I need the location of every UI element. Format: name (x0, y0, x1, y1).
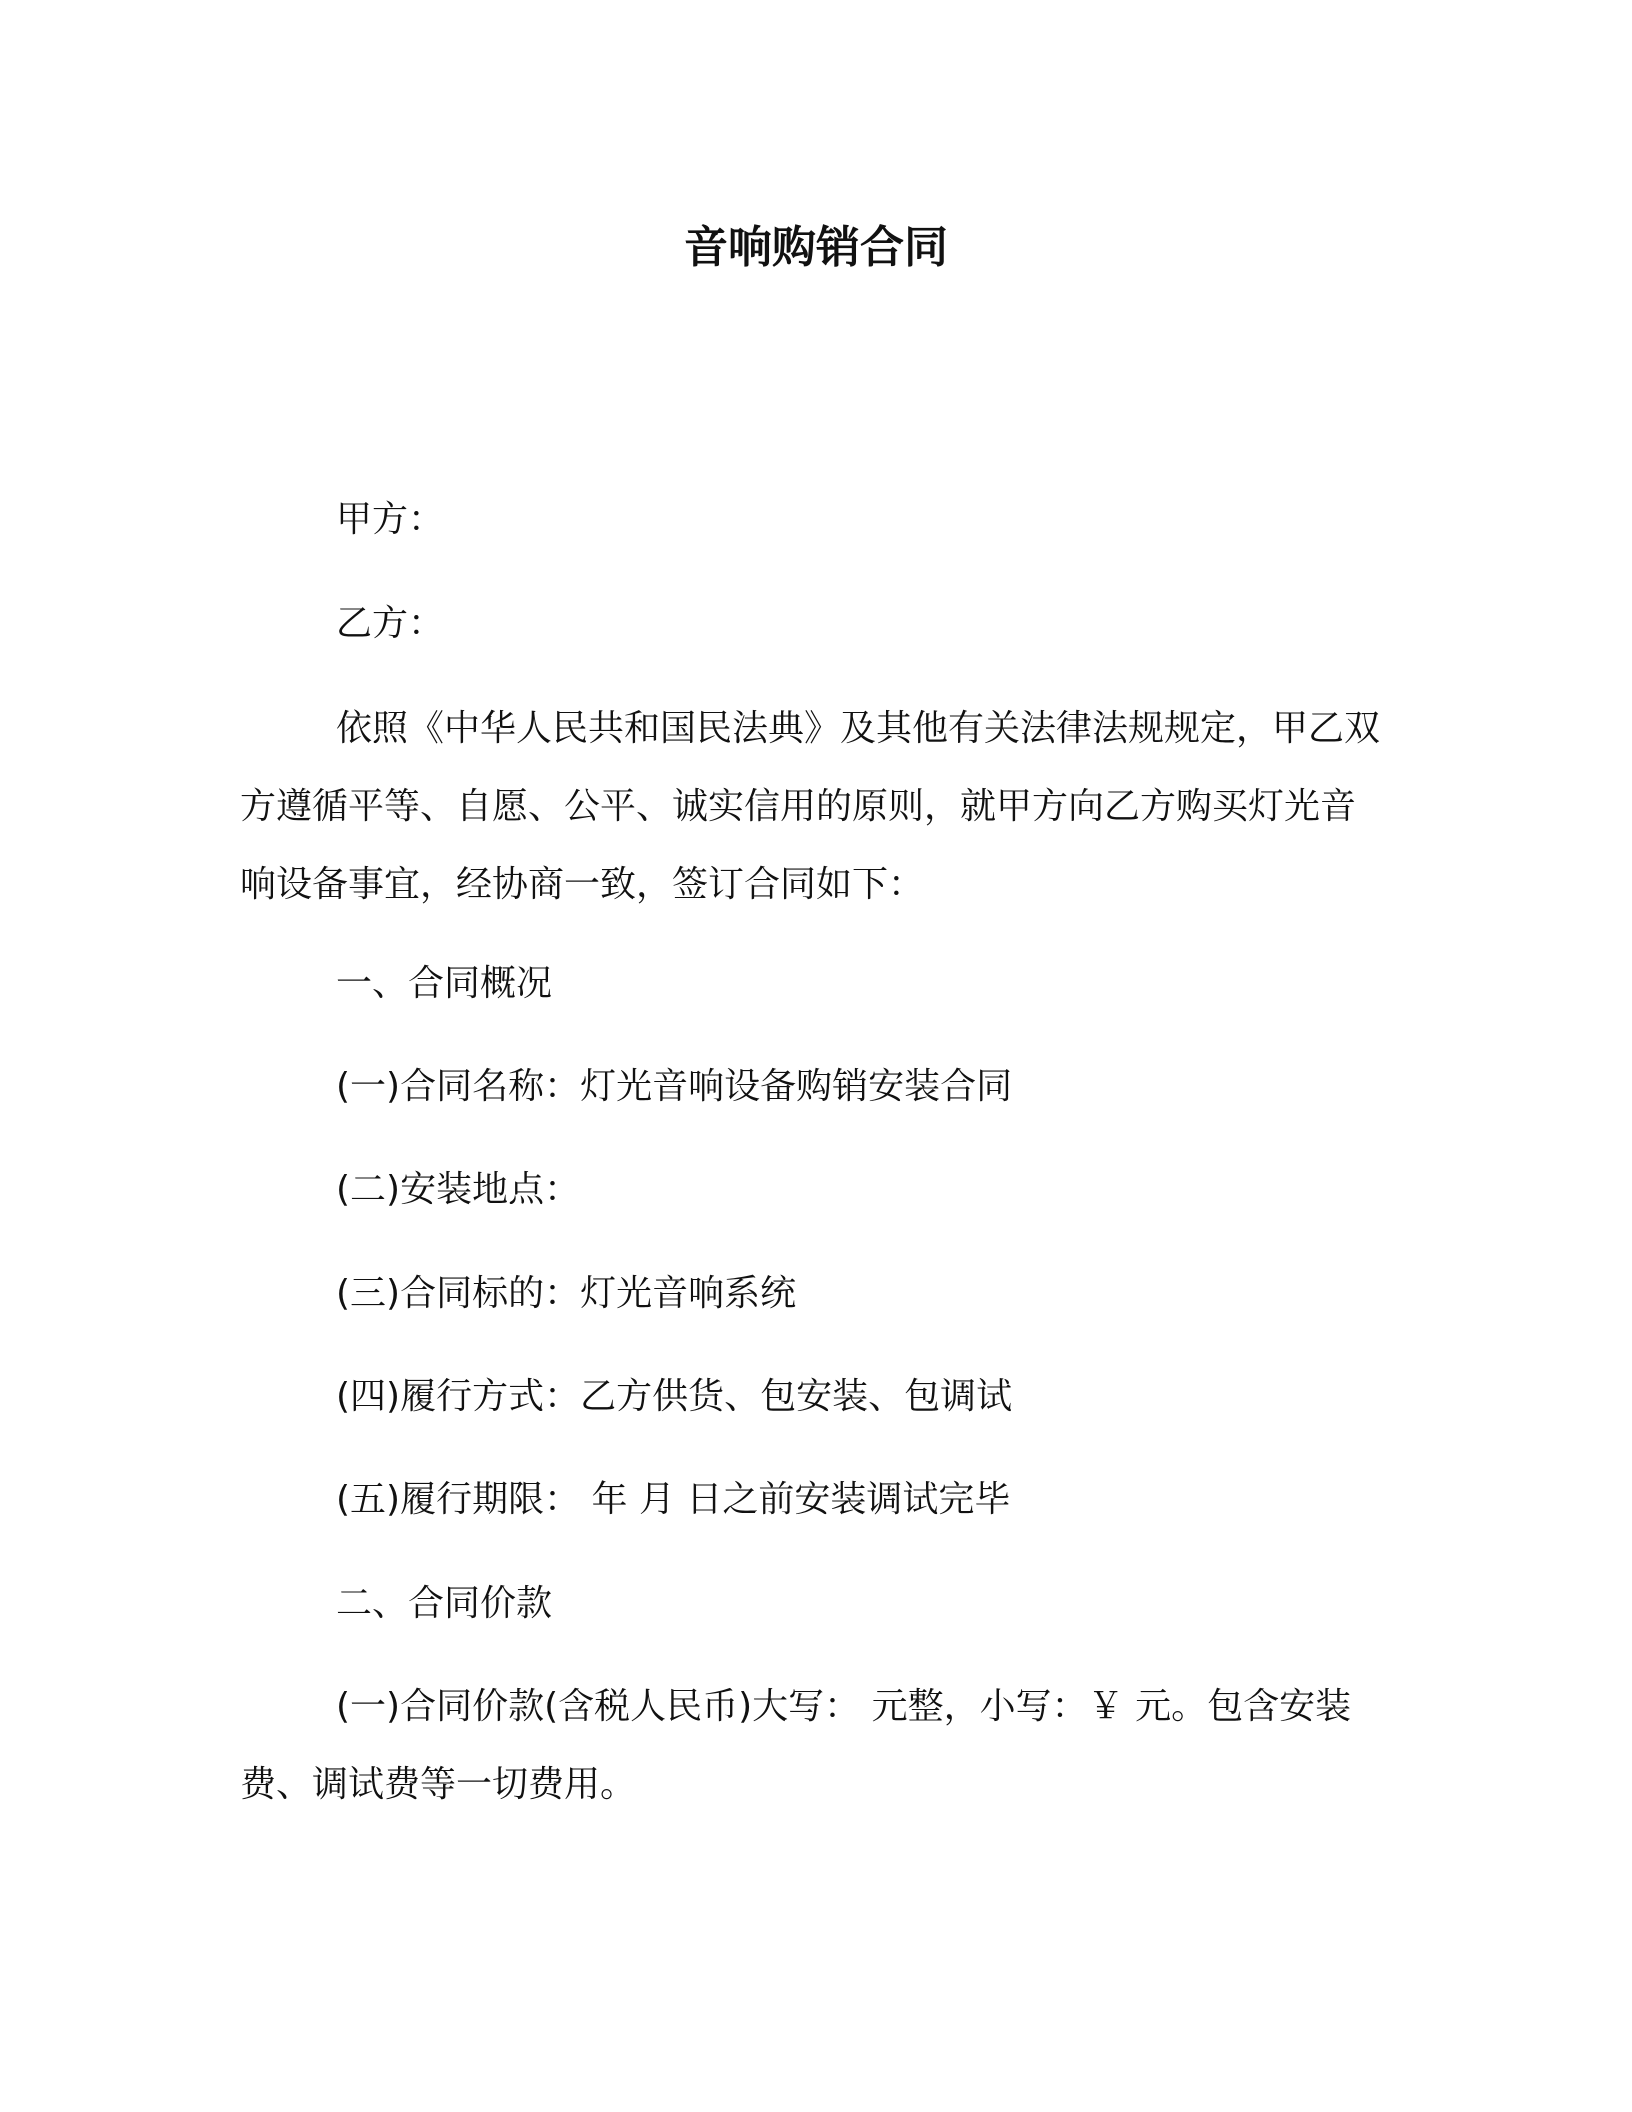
section-1-item-2: (二)安装地点： (336, 1169, 581, 1210)
section-1-item-1: (一)合同名称：灯光音响设备购销安装合同 (336, 1066, 1013, 1107)
section-1-heading: 一、合同概况 (336, 963, 553, 1004)
section-1-item-5: (五)履行期限： 年 月 日之前安装调试完毕 (336, 1479, 1011, 1520)
preamble-paragraph: 依照《中华人民共和国民法典》及其他有关法律法规规定，甲乙双方遵循平等、自愿、公平、诚实信用的原则，就甲方向乙方购买灯光音响设备事宜，经协商一致，签订合同如下： (240, 708, 1381, 905)
party-a-line: 甲方： (336, 499, 445, 540)
section-2-heading: 二、合同价款 (336, 1583, 553, 1624)
section-1-item-3: (三)合同标的：灯光音响系统 (336, 1273, 797, 1314)
party-b-line: 乙方： (336, 603, 445, 644)
section-2-item-1: (一)合同价款(含税人民币)大写： 元整，小写：￥ 元。包含安装费、调试费等一切费用。 (240, 1686, 1352, 1805)
section-1-item-4: (四)履行方式：乙方供货、包安装、包调试 (336, 1376, 1013, 1417)
document-title: 音响购销合同 (684, 222, 948, 273)
